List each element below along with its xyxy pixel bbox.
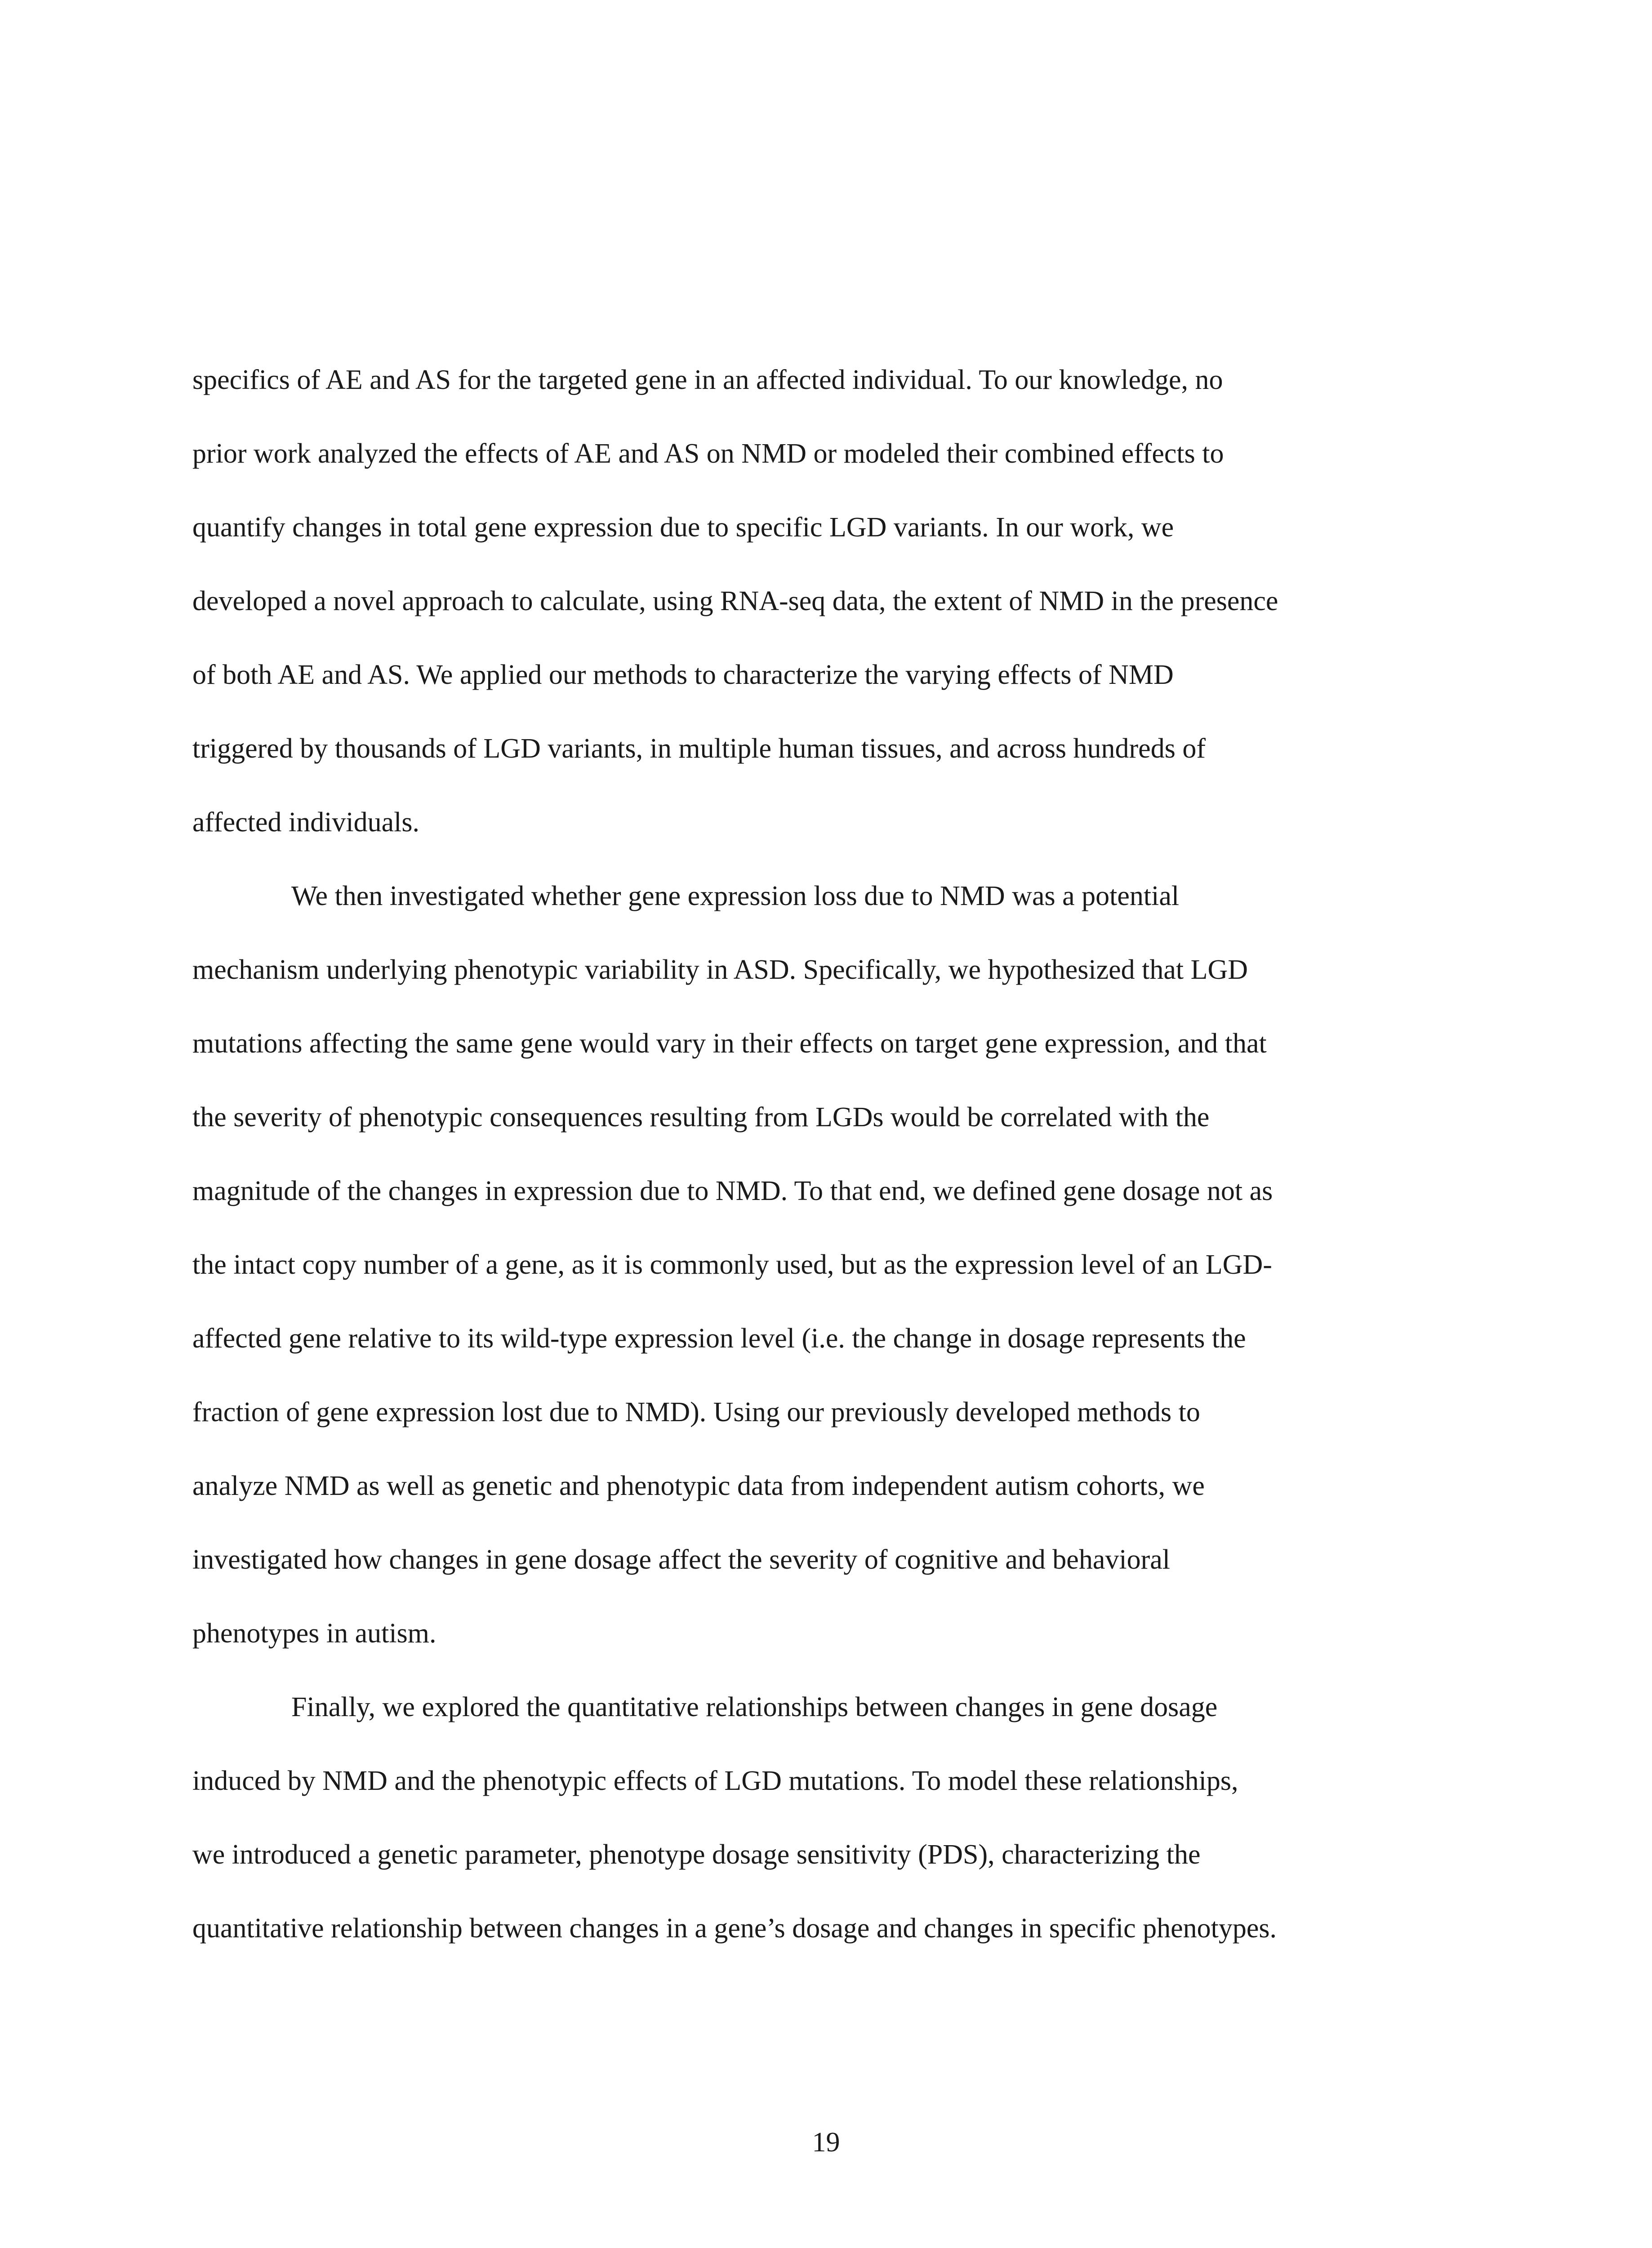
text-line: the intact copy number of a gene, as it is commonly used, but as the expression level of an LGD- — [192, 1249, 1272, 1280]
text-line: phenotypes in autism. — [192, 1618, 436, 1649]
text-line: analyze NMD as well as genetic and phenotypic data from independent autism cohorts, we — [192, 1471, 1205, 1501]
text-line: Finally, we explored the quantitative relationships between changes in gene dosage — [291, 1692, 1218, 1722]
text-line: affected individuals. — [192, 807, 420, 838]
text-line: mechanism underlying phenotypic variability in ASD. Specifically, we hypothesized that LGD — [192, 955, 1248, 985]
text-line: the severity of phenotypic consequences resulting from LGDs would be correlated with the — [192, 1102, 1210, 1133]
text-line: of both AE and AS. We applied our methods to characterize the varying effects of NMD — [192, 660, 1174, 690]
text-line: quantitative relationship between changes in a gene’s dosage and changes in specific phenotypes. — [192, 1913, 1277, 1944]
text-line: developed a novel approach to calculate, using RNA-seq data, the extent of NMD in the presence — [192, 586, 1278, 616]
text-line: induced by NMD and the phenotypic effects of LGD mutations. To model these relationships, — [192, 1766, 1238, 1796]
text-line: fraction of gene expression lost due to NMD). Using our previously developed methods to — [192, 1397, 1200, 1427]
text-line: investigated how changes in gene dosage affect the severity of cognitive and behavioral — [192, 1544, 1170, 1575]
text-line: we introduced a genetic parameter, phenotype dosage sensitivity (PDS), characterizing the — [192, 1839, 1201, 1870]
text-line: We then investigated whether gene expression loss due to NMD was a potential — [291, 881, 1180, 911]
text-line: triggered by thousands of LGD variants, in multiple human tissues, and across hundreds of — [192, 733, 1206, 764]
text-line: quantify changes in total gene expression due to specific LGD variants. In our work, we — [192, 512, 1174, 543]
text-line: prior work analyzed the effects of AE and AS on NMD or modeled their combined effects to — [192, 438, 1224, 469]
page-number: 19 — [812, 2127, 840, 2158]
text-line: magnitude of the changes in expression due to NMD. To that end, we defined gene dosage not as — [192, 1176, 1273, 1206]
text-line: mutations affecting the same gene would vary in their effects on target gene expression, and that — [192, 1028, 1267, 1059]
text-line: specifics of AE and AS for the targeted gene in an affected individual. To our knowledge, no — [192, 365, 1223, 395]
text-line: affected gene relative to its wild-type expression level (i.e. the change in dosage represents the — [192, 1323, 1246, 1354]
